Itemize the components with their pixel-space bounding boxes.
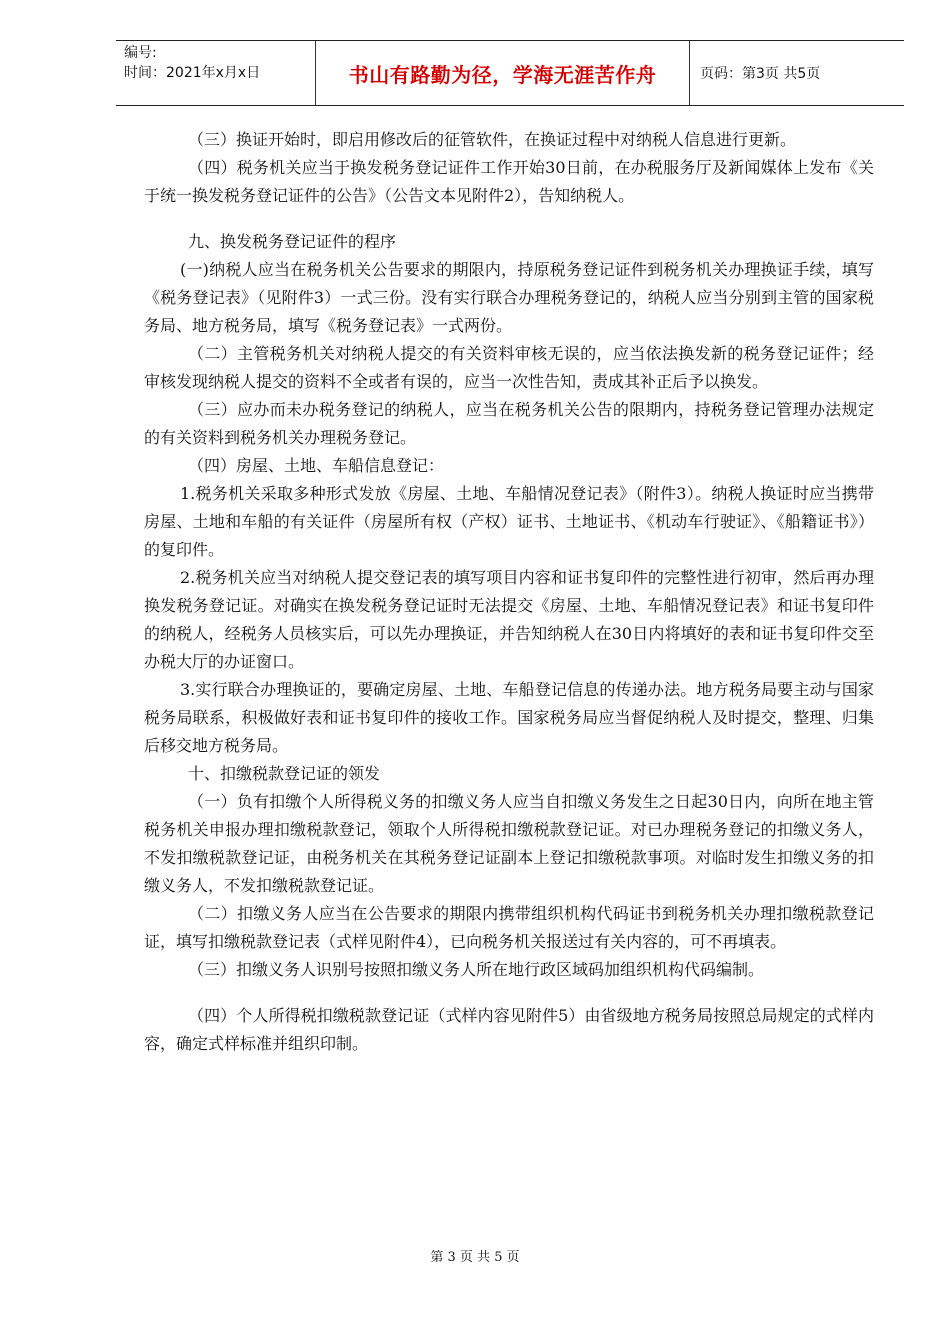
paragraph: 2.税务机关应当对纳税人提交登记表的填写项目内容和证书复印件的完整性进行初审，然后再办理换发税务登记证。对确实在换发税务登记证时无法提交《房屋、土地、车船情况登记表》和证书复印件的纳税人，经税务人员核实后，可以先办理换证，并告知纳税人在30日内将填好的表和证书复印件交至办税大厅的办证窗口。 [144, 568, 874, 671]
paragraph: （四）个人所得税扣缴税款登记证（式样内容见附件5）由省级地方税务局按照总局规定的式样内容，确定式样标准并组织印制。 [144, 1006, 874, 1053]
paragraph: （三）应办而未办税务登记的纳税人，应当在税务机关公告的限期内，持税务登记管理办法规定的有关资料到税务机关办理税务登记。 [144, 400, 874, 447]
page-header [116, 40, 904, 106]
header-info [116, 41, 316, 105]
paragraph: （四）税务机关应当于换发税务登记证件工作开始30日前，在办税服务厅及新闻媒体上发布《关于统一换发税务登记证件的公告》（公告文本见附件2），告知纳税人。 [144, 158, 874, 205]
paragraph: 3.实行联合办理换证的，要确定房屋、土地、车船登记信息的传递办法。地方税务局要主动与国家税务局联系，积极做好表和证书复印件的接收工作。国家税务局应当督促纳税人及时提交，整理、归集后移交地方税务局。 [144, 680, 874, 755]
paragraph: （二）主管税务机关对纳税人提交的有关资料审核无误的，应当依法换发新的税务登记证件；经审核发现纳税人提交的资料不全或者有误的，应当一次性告知，责成其补正后予以换发。 [144, 344, 874, 391]
header-page-label: 页码：第3页 共5页 [700, 66, 821, 82]
paragraph: （三）换证开始时，即启用修改后的征管软件，在换证过程中对纳税人信息进行更新。 [188, 130, 797, 149]
paragraph: (一)纳税人应当在税务机关公告要求的期限内，持原税务登记证件到税务机关办理换证手续，填写《税务登记表》（见附件3）一式三份。没有实行联合办理税务登记的，纳税人应当分别到主管的国家税务局、地方税务局，填写《税务登记表》一式两份。 [144, 260, 874, 335]
document-time-label: 时间：2021年x月x日 [124, 65, 261, 81]
paragraph: （四）房屋、土地、车船信息登记： [188, 456, 445, 475]
paragraph: （二）扣缴义务人应当在公告要求的期限内携带组织机构代码证书到税务机关办理扣缴税款登记证，填写扣缴税款登记表（式样见附件4），已向税务机关报送过有关内容的，可不再填表。 [144, 904, 874, 951]
document-number-label: 编号: [124, 45, 157, 61]
paragraph: （一）负有扣缴个人所得税义务的扣缴义务人应当自扣缴义务发生之日起30日内，向所在地主管税务机关申报办理扣缴税款登记，领取个人所得税扣缴税款登记证。对已办理税务登记的扣缴义务人，不发扣缴税款登记证，由税务机关在其税务登记证副本上登记扣缴税款事项。对临时发生扣缴义务的扣缴义务人，不发扣缴税款登记证。 [144, 792, 874, 895]
header-motto: 书山有路勤为径，学海无涯苦作舟 [316, 41, 690, 105]
section-heading: 十、扣缴税款登记证的领发 [188, 764, 381, 783]
document-body [144, 126, 874, 1058]
paragraph: （三）扣缴义务人识别号按照扣缴义务人所在地行政区域码加组织机构代码编制。 [188, 960, 765, 979]
page-footer: 第 3 页 共 5 页 [430, 1250, 520, 1265]
section-heading: 九、换发税务登记证件的程序 [188, 232, 397, 251]
paragraph: 1.税务机关采取多种形式发放《房屋、土地、车船情况登记表》（附件3）。纳税人换证时应当携带房屋、土地和车船的有关证件（房屋所有权（产权）证书、土地证书、《机动车行驶证》、《船籍证书》）的复印件。 [144, 484, 874, 559]
